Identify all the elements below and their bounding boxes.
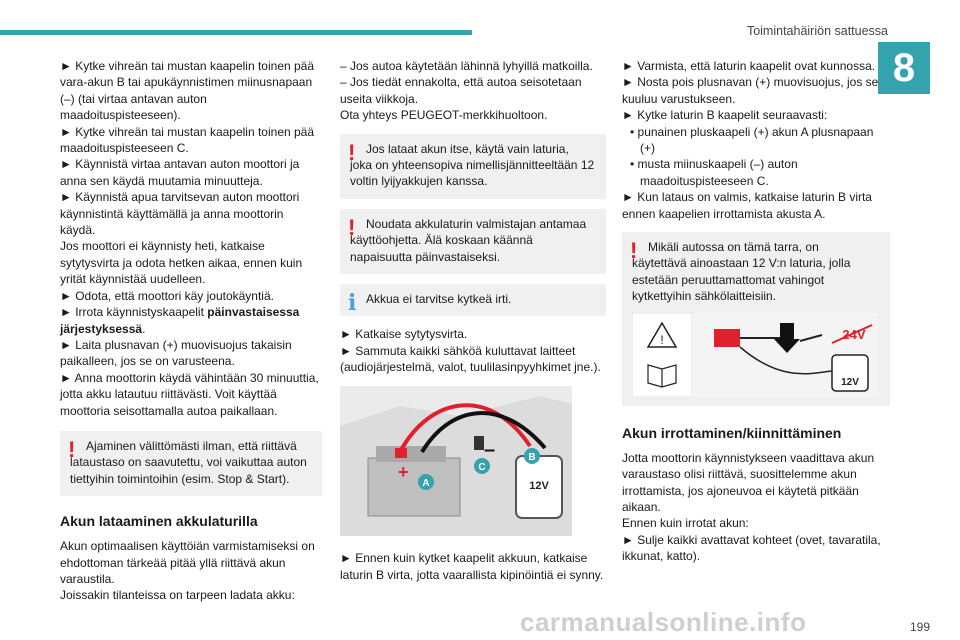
note-text: joka on yhteensopiva nimellisjännitteeltään 12 voltin lyijyakkujen kanssa. xyxy=(350,158,595,189)
note-text: Mikäli autossa on tämä tarra, on xyxy=(648,240,819,255)
note-text: Jos lataat akun itse, käytä vain laturia, xyxy=(366,141,569,156)
bold-text: päinvastaisessa järjestyksessä xyxy=(60,305,300,336)
text-paragraph: Jotta moottorin käynnistykseen vaadittava akun varaustaso olisi riittävä, suosittelemme akun irrottamista, jos ajoneuvoa ei käytetä pitkään aikaan. xyxy=(622,450,875,514)
column-3 xyxy=(622,58,890,565)
info-icon: i xyxy=(348,290,357,317)
step-paragraph: ► Anna moottorin käydä vähintään 30 minuuttia, jotta akku latautuu riittävästi. Voit käyttää moottoria seisottamalla autoa paikallaan. xyxy=(60,370,319,418)
column-2 xyxy=(340,58,606,583)
warning-note xyxy=(622,232,890,406)
battery-charger-diagram xyxy=(340,386,572,536)
charger-illustration xyxy=(340,386,606,540)
bullet-item: • punainen pluskaapeli (+) akun A plusnapaan (+) xyxy=(630,124,874,156)
note-text: käytettävä ainoastaan 12 V:n laturia, jolla estetään peruuttamattomat vahingot kytkettyihin sähkölaitteisiin. xyxy=(632,256,851,304)
step-paragraph xyxy=(60,304,322,337)
step-paragraph: ► Kun lataus on valmis, katkaise laturin B virta ennen kaapelien irrottamista akusta A. xyxy=(622,190,872,221)
step-paragraph: ► Kytke vihreän tai mustan kaapelin toinen pää vara-akun B tai apukäynnistimen miinusnapaan (–) (tai virtaa antavan auton maadoituspisteeseen). xyxy=(60,59,315,123)
voltage-label: 12V xyxy=(529,479,549,492)
plus-sign: + xyxy=(398,461,409,482)
text-paragraph: Ota yhteys PEUGEOT-merkkihuoltoon. xyxy=(340,108,548,123)
warning-icon: ! xyxy=(630,238,638,264)
step-paragraph: ► Kytke laturin B kaapelit seuraavasti: xyxy=(622,108,828,123)
warning-icon: ! xyxy=(348,139,356,165)
step-paragraph: ► Sulje kaikki avattavat kohteet (ovet, tavaratila, ikkunat, katto). xyxy=(622,532,881,564)
watermark: carmanualsonline.info xyxy=(520,607,807,637)
step-paragraph: ► Varmista, että laturin kaapelit ovat kunnossa. xyxy=(622,59,876,73)
warning-note xyxy=(60,431,322,496)
warning-note xyxy=(340,209,606,274)
note-text: Ajaminen välittömästi ilman, että riittävä xyxy=(86,438,297,453)
text-paragraph: Ennen kuin irrotat akun: xyxy=(622,516,749,531)
section-heading: Akun irrottaminen/kiinnittäminen xyxy=(622,424,842,441)
step-paragraph: ► Odota, että moottori käy joutokäyntiä. xyxy=(60,288,274,303)
text-paragraph: Jos moottori ei käynnisty heti, katkaise sytytysvirta ja odota hetken aikaa, ennen kuin yrität käynnistää uudelleen. xyxy=(60,239,303,287)
step-paragraph: ► Sammuta kaikki sähköä kuluttavat laitteet (audiojärjestelmä, valot, tuulilasinpyyhkimet jne.). xyxy=(340,343,601,375)
text-span: ► Irrota käynnistyskaapelit xyxy=(60,305,208,320)
charger-label-sticker xyxy=(632,313,878,397)
text-span: . xyxy=(142,321,146,336)
label-c: C xyxy=(478,461,486,473)
chapter-number-tab: 8 xyxy=(878,42,930,94)
column-1 xyxy=(60,58,322,604)
warning-note xyxy=(340,134,606,199)
step-paragraph: ► Kytke vihreän tai mustan kaapelin toinen pää maadoituspisteeseen C. xyxy=(60,124,315,156)
step-paragraph: ► Käynnistä virtaa antavan auton moottori ja anna sen käydä muutamia minuutteja. xyxy=(60,157,300,188)
bullet-item: • musta miinuskaapeli (–) auton maadoituspisteeseen C. xyxy=(630,157,798,188)
step-paragraph: ► Käynnistä apua tarvitsevan auton moottori käynnistintä käyttämällä ja anna moottorin käydä. xyxy=(60,190,300,238)
warning-icon: ! xyxy=(348,214,356,240)
red-clamp-icon xyxy=(714,329,740,347)
svg-text:!: ! xyxy=(660,332,664,347)
label-b: B xyxy=(528,451,536,463)
label-a: A xyxy=(422,477,430,489)
header-accent-bar xyxy=(0,30,472,35)
list-item: – Jos autoa käytetään lähinnä lyhyillä matkoilla. xyxy=(340,59,593,73)
note-text: käyttöohjetta. Älä koskaan käännä napaisuutta päinvastaiseksi. xyxy=(350,233,533,264)
chapter-title: Toimintahäiriön sattuessa xyxy=(746,24,888,38)
step-paragraph: ► Laita plusnavan (+) muovisuojus takaisin paikalleen, jos se on varusteena. xyxy=(60,337,292,369)
step-paragraph: ► Ennen kuin kytket kaapelit akkuun, katkaise laturin B virta, jotta vaarallista kipinöintiä ei synny. xyxy=(340,551,604,582)
note-text: Noudata akkulaturin valmistajan antamaa xyxy=(366,216,587,231)
list-item: – Jos tiedät ennakolta, että autoa seisotetaan useita viikkoja. xyxy=(340,75,582,106)
note-text: lataustaso on saavutettu, voi vaikuttaa auton tiettyihin toimintoihin (esim. Stop & Start). xyxy=(70,455,307,486)
step-paragraph: ► Nosta pois plusnavan (+) muovisuojus, jos se kuuluu varustukseen. xyxy=(622,75,879,106)
text-paragraph: Joissakin tilanteissa on tarpeen ladata akku: xyxy=(60,588,295,603)
24v-label: 24V xyxy=(842,326,866,342)
text-paragraph: Akun optimaalisen käyttöiän varmistamiseksi on ehdottoman tärkeää pitää yllä riittävä akun varaustila. xyxy=(60,539,315,586)
warning-icon: ! xyxy=(68,436,76,462)
12v-label: 12V xyxy=(841,376,859,388)
info-note xyxy=(340,284,606,316)
note-text: Akkua ei tarvitse kytkeä irti. xyxy=(366,292,512,307)
section-heading: Akun lataaminen akkulaturilla xyxy=(60,513,258,530)
step-paragraph: ► Katkaise sytytysvirta. xyxy=(340,327,468,342)
page-number: 199 xyxy=(909,620,930,634)
minus-sign: – xyxy=(484,438,496,461)
